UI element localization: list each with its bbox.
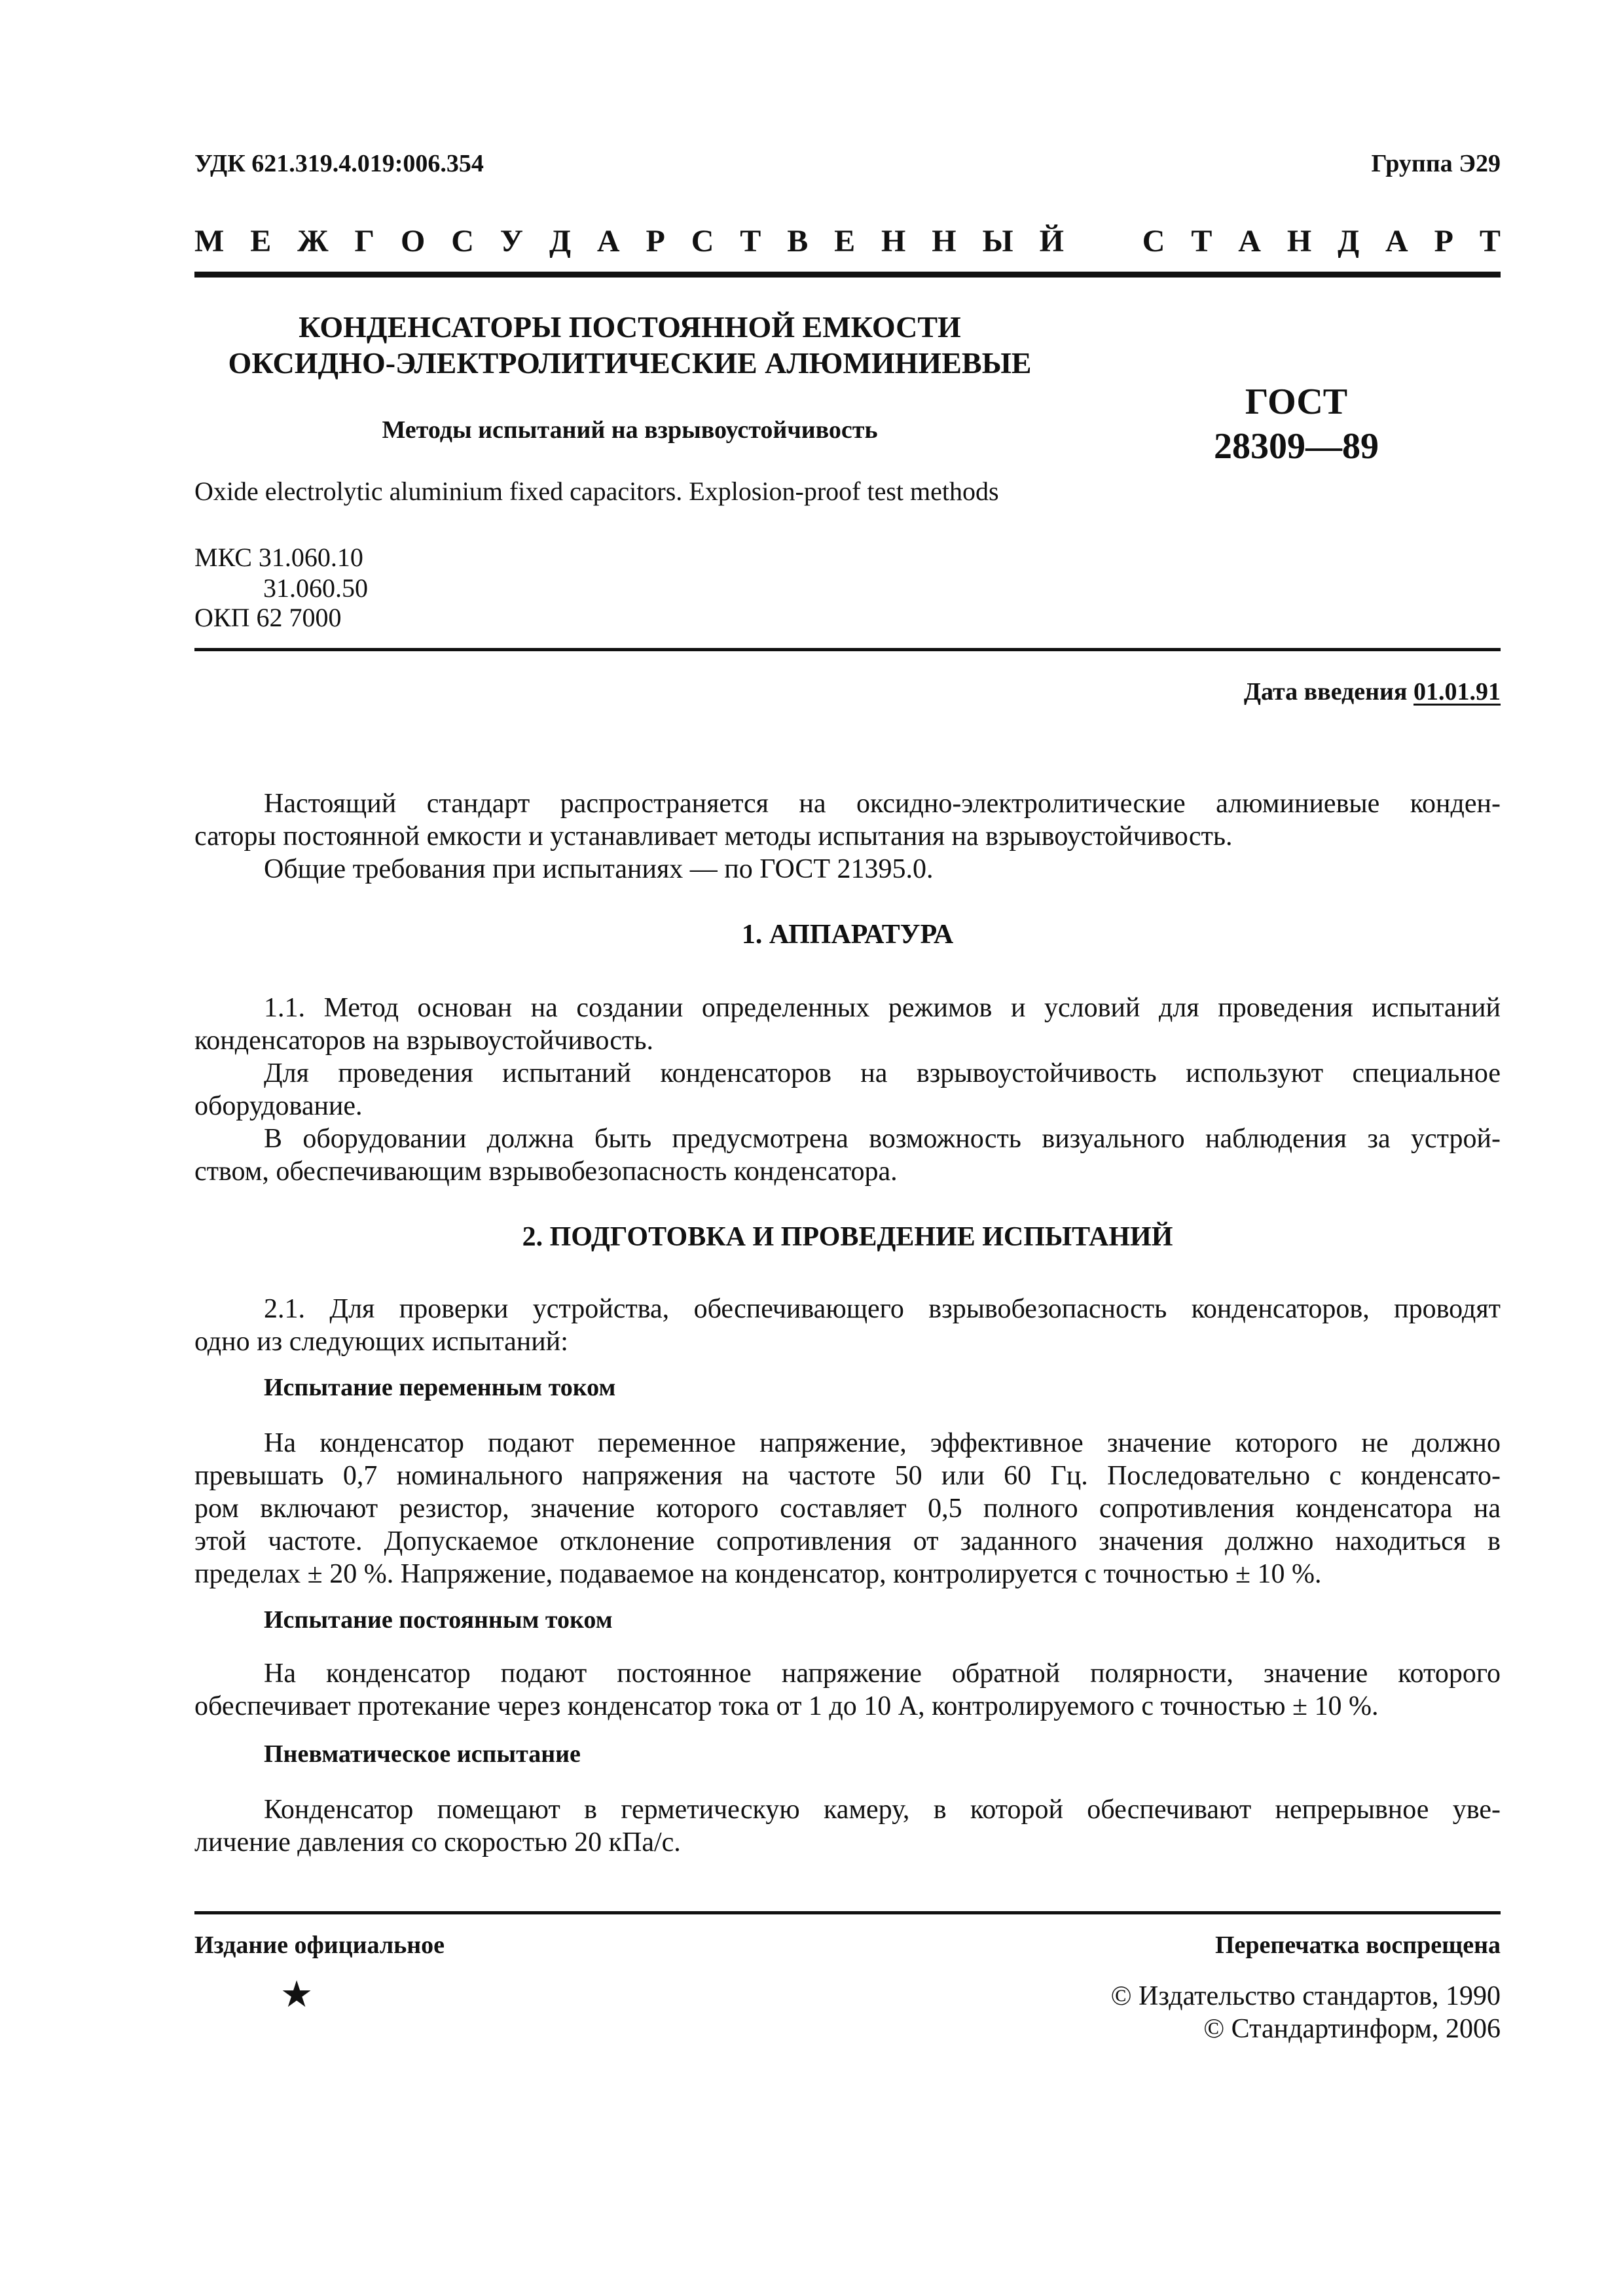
mks-code: МКС 31.060.10 [194, 543, 363, 572]
banner-letter: Т [1479, 224, 1501, 259]
pneumatic-test-body [194, 1793, 1501, 1859]
text-line: одно из следующих испытаний: [194, 1327, 568, 1357]
reprint-note: Перепечатка воспрещена [1214, 1931, 1501, 1959]
banner-letter: Н [1286, 224, 1312, 259]
text-line: На конденсатор подают постоянное напряжение обратной полярности, значение которого [264, 1659, 1501, 1689]
text-line: ством, обеспечивающим взрывобезопасность конденсатора. [194, 1157, 898, 1187]
gost-number: 28309—89 [1214, 426, 1379, 467]
banner-letter: С [691, 224, 714, 259]
banner-letter: Ж [297, 224, 329, 259]
banner-letter: В [787, 224, 809, 259]
text-line: 1.1. Метод основан на создании определенных режимов и условий для проведения испытаний [264, 993, 1501, 1023]
banner-letter: А [596, 224, 620, 259]
banner-letter: Т [1191, 224, 1213, 259]
text-line: Конденсатор помещают в герметическую камеру, в которой обеспечивают непрерывное уве- [264, 1795, 1501, 1825]
dc-test-heading: Испытание постоянным током [264, 1606, 613, 1634]
text-line: этой частоте. Допускаемое отклонение сопротивления от заданного значения должно находиться в [194, 1526, 1501, 1556]
banner-letter: Е [250, 224, 272, 259]
udk-code: УДК 621.319.4.019:006.354 [194, 150, 484, 177]
banner-letter: Р [1434, 224, 1453, 259]
section-2-intro [194, 1293, 1501, 1358]
banner-letter: Н [932, 224, 957, 259]
text-line: 2.1. Для проверки устройства, обеспечивающего взрывобезопасность конденсаторов, проводят [264, 1294, 1501, 1324]
text-line: На конденсатор подают переменное напряжение, эффективное значение которого не должно [264, 1428, 1501, 1458]
ac-test-heading: Испытание переменным током [264, 1374, 616, 1401]
text-line: Настоящий стандарт распространяется на оксидно-электролитические алюминиевые конден- [264, 789, 1501, 819]
intro-date-label: Дата введения [1243, 678, 1408, 706]
banner-rule [194, 272, 1501, 278]
edition-note: Издание официальное [194, 1931, 445, 1959]
section-2-title: 2. ПОДГОТОВКА И ПРОВЕДЕНИЕ ИСПЫТАНИЙ [522, 1222, 1173, 1252]
text-line: личение давления со скоростью 20 кПа/с. [194, 1827, 681, 1857]
banner-letter: А [1238, 224, 1261, 259]
banner-letter: С [1142, 224, 1165, 259]
banner-letter: Г [354, 224, 375, 259]
banner-letter: Й [1039, 224, 1064, 259]
group-code: Группа Э29 [1371, 150, 1501, 177]
header-rule [194, 648, 1501, 651]
text-line: оборудование. [194, 1091, 363, 1121]
footer-rule [194, 1911, 1501, 1914]
standard-banner [194, 226, 1501, 257]
text-line: Общие требования при испытаниях — по ГОСТ 21395.0. [264, 854, 934, 884]
banner-letter: М [194, 224, 225, 259]
english-title: Oxide electrolytic aluminium fixed capacitors. Explosion-proof test methods [194, 476, 999, 506]
copyright-line: © Издательство стандартов, 1990 [1110, 1981, 1501, 2011]
okp-code: ОКП 62 7000 [194, 603, 342, 632]
ac-test-body [194, 1427, 1501, 1590]
banner-letter: Н [881, 224, 906, 259]
subtitle: Методы испытаний на взрывоустойчивость [382, 416, 878, 444]
banner-letter: Т [740, 224, 761, 259]
text-line: саторы постоянной емкости и устанавливает методы испытания на взрывоустойчивость. [194, 821, 1233, 852]
star-icon: ★ [280, 1975, 314, 2015]
text-line: превышать 0,7 номинального напряжения на частоте 50 или 60 Гц. Последовательно с конденсато- [194, 1461, 1501, 1491]
text-line: Для проведения испытаний конденсаторов на взрывоустойчивость используют специальное [264, 1058, 1501, 1088]
banner-letter: Д [549, 224, 571, 259]
intro-date [1244, 677, 1501, 706]
section-1-title: 1. АППАРАТУРА [741, 920, 954, 950]
text-line: ром включают резистор, значение которого составляет 0,5 полного сопротивления конденсатора на [194, 1494, 1501, 1524]
pneumatic-test-heading: Пневматическое испытание [264, 1740, 581, 1768]
title-line-1: КОНДЕНСАТОРЫ ПОСТОЯННОЙ ЕМКОСТИ [299, 310, 961, 344]
copyright-line: © Стандартинформ, 2006 [1203, 2014, 1501, 2044]
intro-date-value: 01.01.91 [1413, 678, 1501, 706]
banner-letter: Ы [982, 224, 1013, 259]
banner-letter: Р [646, 224, 665, 259]
text-line: пределах ± 20 %. Напряжение, подаваемое на конденсатор, контролируется с точностью ± 10 %. [194, 1559, 1322, 1589]
gost-label: ГОСТ [1245, 382, 1348, 422]
banner-letter: О [400, 224, 426, 259]
mks-code-2: 31.060.50 [263, 573, 368, 603]
section-1-body [194, 992, 1501, 1188]
title-line-2: ОКСИДНО-ЭЛЕКТРОЛИТИЧЕСКИЕ АЛЮМИНИЕВЫЕ [228, 346, 1032, 380]
text-line: В оборудовании должна быть предусмотрена возможность визуального наблюдения за устрой- [264, 1124, 1501, 1154]
banner-letter: С [451, 224, 474, 259]
banner-letter: Д [1338, 224, 1360, 259]
banner-letter: У [500, 224, 524, 259]
text-line: обеспечивает протекание через конденсатор тока от 1 до 10 А, контролируемого с точностью ± 10 %. [194, 1691, 1379, 1721]
text-line: конденсаторов на взрывоустойчивость. [194, 1026, 654, 1056]
copyright-block [1111, 1980, 1501, 2045]
banner-letter: А [1385, 224, 1408, 259]
intro-paragraph [194, 787, 1501, 886]
banner-letter: Е [834, 224, 856, 259]
dc-test-body [194, 1657, 1501, 1723]
